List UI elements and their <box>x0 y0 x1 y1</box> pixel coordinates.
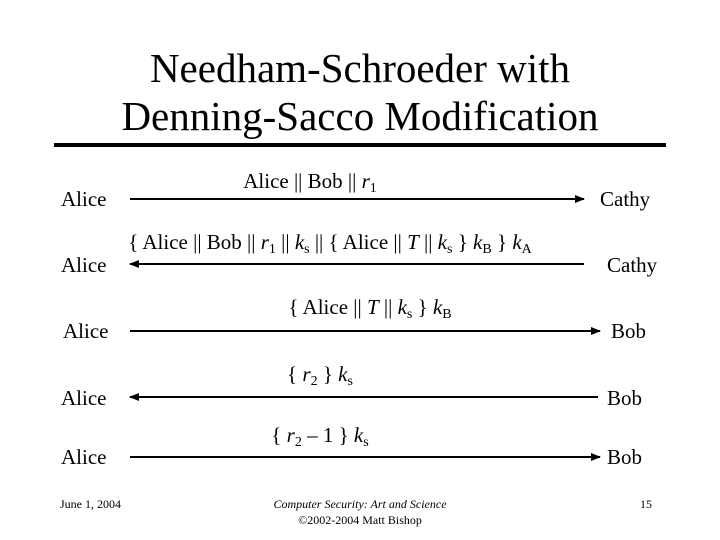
title-line-1: Needham-Schroeder with <box>149 45 571 91</box>
party-right-1: Cathy <box>600 187 651 211</box>
footer-credit <box>200 496 520 528</box>
party-left-1: Alice <box>61 187 107 211</box>
party-right-3: Bob <box>611 319 647 343</box>
party-left-5: Alice <box>61 445 107 469</box>
message-4: { $r_2$ } $k_s$ <box>287 362 353 389</box>
title-line-2: Denning-Sacco Modification <box>121 93 599 139</box>
party-right-2: Cathy <box>607 253 658 277</box>
message-5: { $r_2 - 1$ } $k_s$ <box>271 423 369 450</box>
message-1: Alice || Bob || $r_1$ <box>243 169 377 196</box>
party-left-4: Alice <box>61 386 107 410</box>
party-left-2: Alice <box>61 253 107 277</box>
message-2: { Alice || Bob || $r_1$ || $k_s$ || { Alice || T || $k_s$ } $k_B$ } $k_A$ <box>128 230 532 257</box>
page-number: 15 <box>640 497 652 511</box>
footer-date: June 1, 2004 <box>60 497 121 511</box>
message-3: { Alice || T || $k_s$ } $k_B$ <box>288 295 452 322</box>
party-right-5: Bob <box>607 445 643 469</box>
footer-copyright: ©2002-2004 Matt Bishop <box>298 513 422 527</box>
party-right-4: Bob <box>607 386 643 410</box>
party-left-3: Alice <box>63 319 109 343</box>
footer-course: Computer Security: Art and Science <box>273 497 447 511</box>
